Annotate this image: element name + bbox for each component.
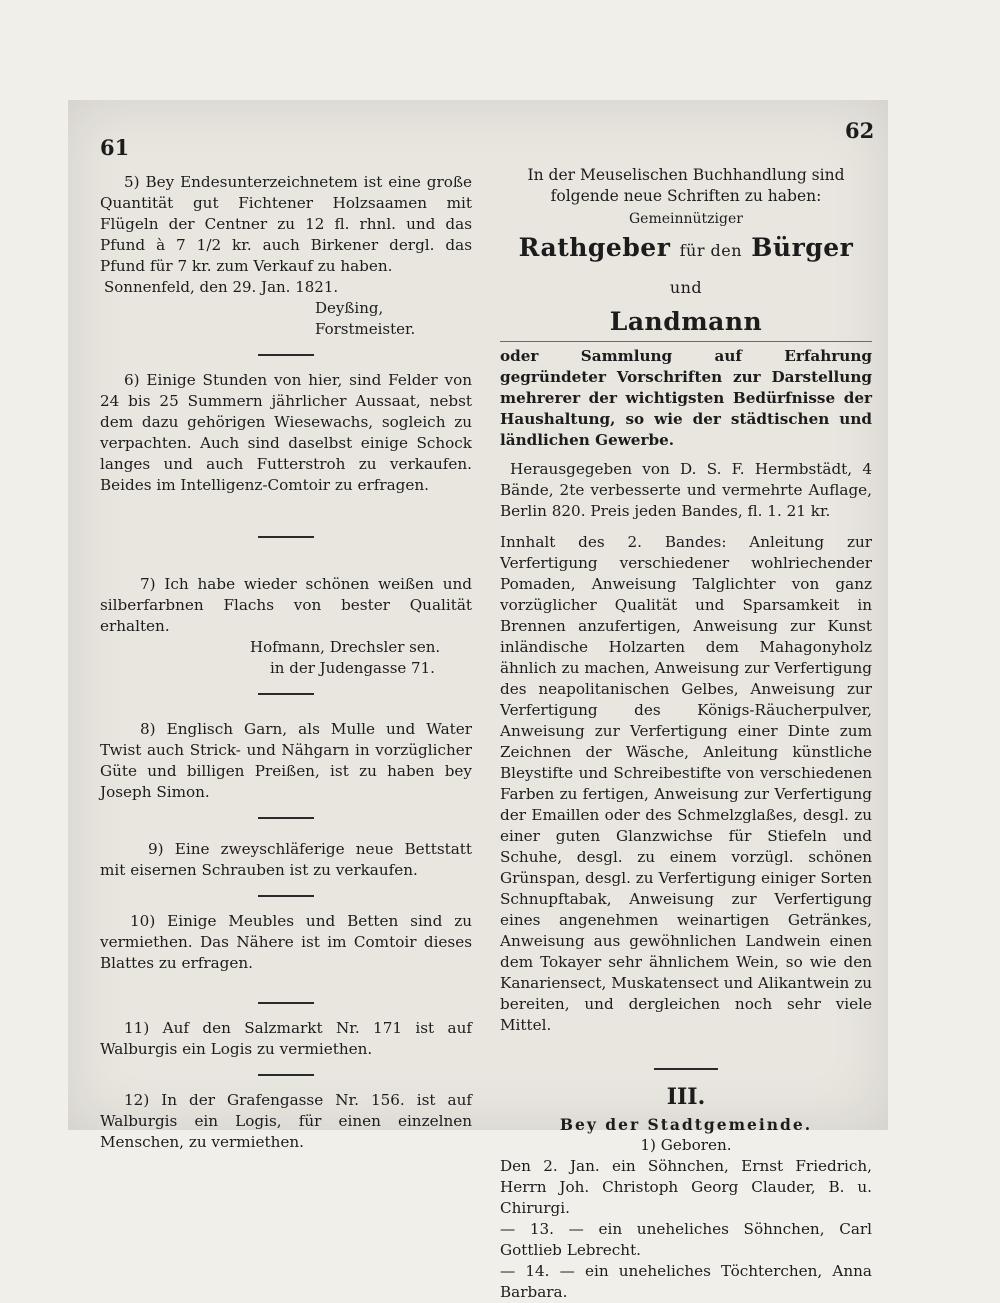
separator-rule — [258, 693, 314, 695]
entry-7: 7) Ich habe wieder schönen weißen und silberfarbnen Flachs von bester Qualität erhalten. — [100, 575, 472, 635]
entry-6: 6) Einige Stunden von hier, sind Felder von 24 bis 25 Summern jährlicher Aussaat, nebst dem dazu gehörigen Wiesewachs, sogleich zu verpachten. Auch sind daselbst einige Schock langes und auch Futterstroh zu verkaufen. Beides im Intelligenz-Comtoir zu erfragen. — [100, 371, 472, 494]
entry-5-place-date: Sonnenfeld, den 29. Jan. 1821. — [104, 278, 339, 296]
book-subtitle: oder Sammlung auf Erfahrung gegründeter Vorschriften zur Darstellung mehrerer der wichtigsten Bedürfnisse der Haushaltung, so wie der städtischen und ländlichen Gewerbe. — [500, 347, 872, 449]
page-number-left: 61 — [100, 135, 130, 160]
born-heading: 1) Geboren. — [640, 1136, 732, 1154]
book-contents: Innhalt des 2. Bandes: Anleitung zur Verfertigung verschiedener wohlriechender Pomaden, Anweisung Talglichter von ganz vorzüglicher Qualität und Sparsamkeit in Brennen anzufertigen, Anweisung zur Kunst inländische Holzarten dem Mahagonyholz ähnlich zu machen, Anweisung zur Verfertigung des neapolitanischen Gelbes, Anweisung zur Verfertigung des Königs-Räucherpulver, Anweisung zur Verfertigung einer Dinte zum Zeichnen der Wäsche, Anleitung künstliche Bleystifte und Schreibestifte von verschiedenen Farben zu fertigen, Anweisung zur Verfertigung der Emaillen oder des Schmelzglaßes, desgl. zu einer guten Glanzwichse für Stiefeln und Schuhe, desgl. zu einem vorzügl. schönen Grünspan, desgl. zu Verfertigung einiger Sorten Schnupftabak, Anweisung zur Verfertigung eines angenehmen weinartigen Getränkes, Anweisung aus gewöhnlichen Landwein einen dem Tokayer sehr ähnlichem Wein, so wie den Kanariensect, Muskatensect und Alikantwein zu bereiten, und dergleichen noch sehr viele Mittel. — [500, 533, 872, 1034]
separator-rule — [258, 536, 314, 538]
entry-12: 12) In der Grafengasse Nr. 156. ist auf Walburgis ein Logis, für einen einzelnen Menschen, zu vermiethen. — [100, 1091, 472, 1151]
bookshop-intro: In der Meuselischen Buchhandlung sind folgende neue Schriften zu haben: — [527, 166, 845, 205]
born-entry-1: Den 2. Jan. ein Söhnchen, Ernst Friedrich, Herrn Joh. Christoph Georg Clauder, B. u. Chirurgi. — [500, 1157, 872, 1217]
entry-9: 9) Eine zweyschläferige neue Bettstatt mit eisernen Schrauben ist zu verkaufen. — [100, 840, 472, 879]
separator-rule — [258, 1074, 314, 1076]
separator-rule — [258, 895, 314, 897]
section-title: Bey der Stadtgemeinde. — [559, 1115, 813, 1134]
separator-rule — [258, 354, 314, 356]
separator-rule — [654, 1068, 718, 1070]
separator-rule — [258, 1002, 314, 1004]
section-numeral: III. — [666, 1084, 706, 1110]
title-underline — [500, 341, 872, 342]
left-column — [100, 172, 472, 1153]
book-title-line-1: Rathgeber für den Bürger und — [518, 233, 854, 297]
entry-10: 10) Einige Meubles und Betten sind zu vermiethen. Das Nähere ist im Comtoir dieses Blattes zu erfragen. — [100, 912, 472, 972]
entry-11: 11) Auf den Salzmarkt Nr. 171 ist auf Walburgis ein Logis zu vermiethen. — [100, 1019, 472, 1058]
entry-8: 8) Englisch Garn, als Mulle und Water Twist auch Strick- und Nähgarn in vorzüglicher Güte und billigen Preißen, ist zu haben bey Joseph Simon. — [100, 720, 472, 801]
page-number-right: 62 — [845, 118, 875, 143]
entry-5-signature-title: Forstmeister. — [315, 320, 416, 338]
entry-7-signature-address: in der Judengasse 71. — [270, 659, 435, 677]
book-publisher: Herausgegeben von D. S. F. Hermbstädt, 4 Bände, 2te verbesserte und vermehrte Auflage, Berlin 820. Preis jeden Bandes, fl. 1. 21 kr. — [500, 460, 872, 520]
born-entry-2: — 13. — ein uneheliches Söhnchen, Carl Gottlieb Lebrecht. — [500, 1220, 872, 1259]
separator-rule — [258, 817, 314, 819]
right-column — [500, 165, 872, 1303]
entry-5-signature-name: Deyßing, — [315, 299, 384, 317]
entry-7-signature-name: Hofmann, Drechsler sen. — [250, 638, 441, 656]
book-title-line-2: Landmann — [609, 307, 763, 336]
book-title-label: Gemeinnütziger — [629, 211, 743, 227]
born-entry-3: — 14. — ein uneheliches Töchterchen, Anna Barbara. — [500, 1262, 872, 1301]
entry-5: 5) Bey Endesunterzeichnetem ist eine große Quantität gut Fichtener Holzsaamen mit Flügeln der Centner zu 12 fl. rhnl. und das Pfund à 7 1/2 kr. auch Birkener dergl. das Pfund für 7 kr. zum Verkauf zu haben. — [100, 173, 472, 275]
